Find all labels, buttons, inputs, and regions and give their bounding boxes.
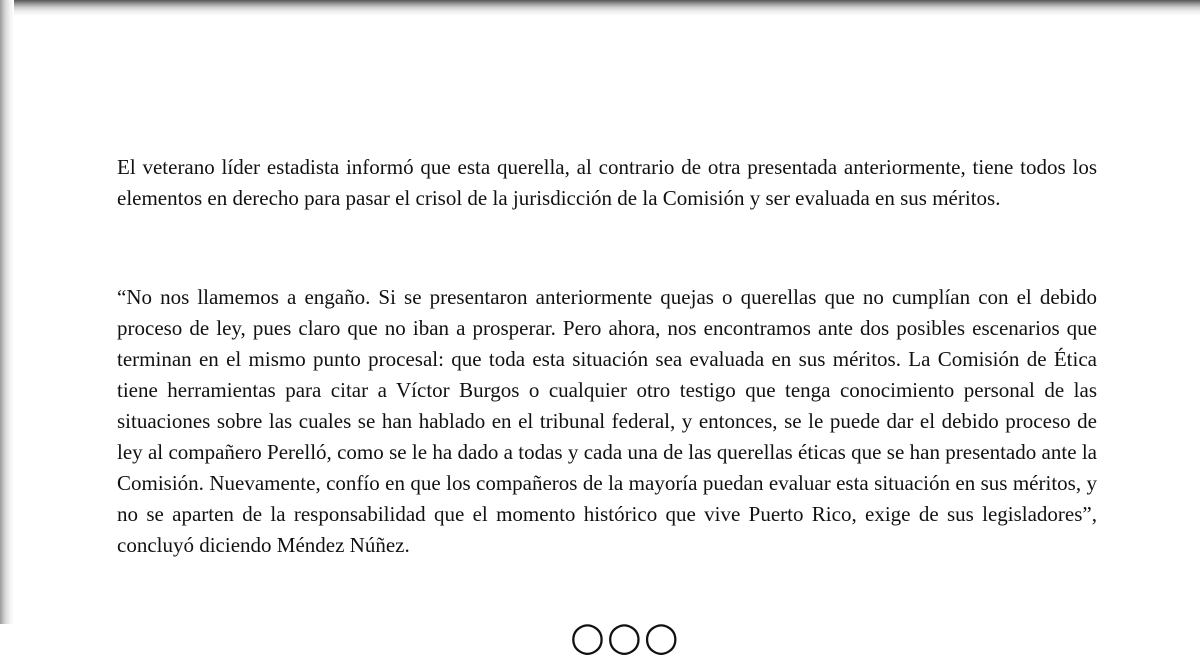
- document-page: [14, 16, 1200, 660]
- page-left-shadow: [0, 0, 14, 624]
- paragraph-intro: El veterano líder estadista informó que esta querella, al contrario de otra presentada anteriormente, tiene todos los elementos en derecho para pasar el crisol de la jurisdicción de la Comisión y ser evaluada en sus méritos.: [117, 155, 1097, 210]
- paragraph-quote: “No nos llamemos a engaño. Si se presentaron anteriormente quejas o querellas que no cumplían con el debido proceso de ley, pues claro que no iban a prosperar. Pero ahora, nos encontramos ante dos posibles escenarios que terminan en el mismo punto procesal: que toda esta situación sea evaluada en sus méritos. La Comisión de Ética tiene herramientas para citar a Víctor Burgos o cualquier otro testigo que tenga conocimiento personal de las situaciones sobre las cuales se han hablado en el tribunal federal, y entonces, se le puede dar el debido proceso de ley al compañero Perelló, como se le ha dado a todas y cada una de las querellas éticas que se han presentado ante la Comisión. Nuevamente, confío en que los compañeros de la mayoría puedan evaluar esta situación en sus méritos, y no se aparten de la responsabilidad que el momento histórico que vive Puerto Rico, exige de sus legisladores”, concluyó diciendo Méndez Núñez.: [117, 285, 1097, 557]
- end-ornament-icon: ○○○: [570, 614, 681, 660]
- page-top-shadow: [0, 0, 1200, 16]
